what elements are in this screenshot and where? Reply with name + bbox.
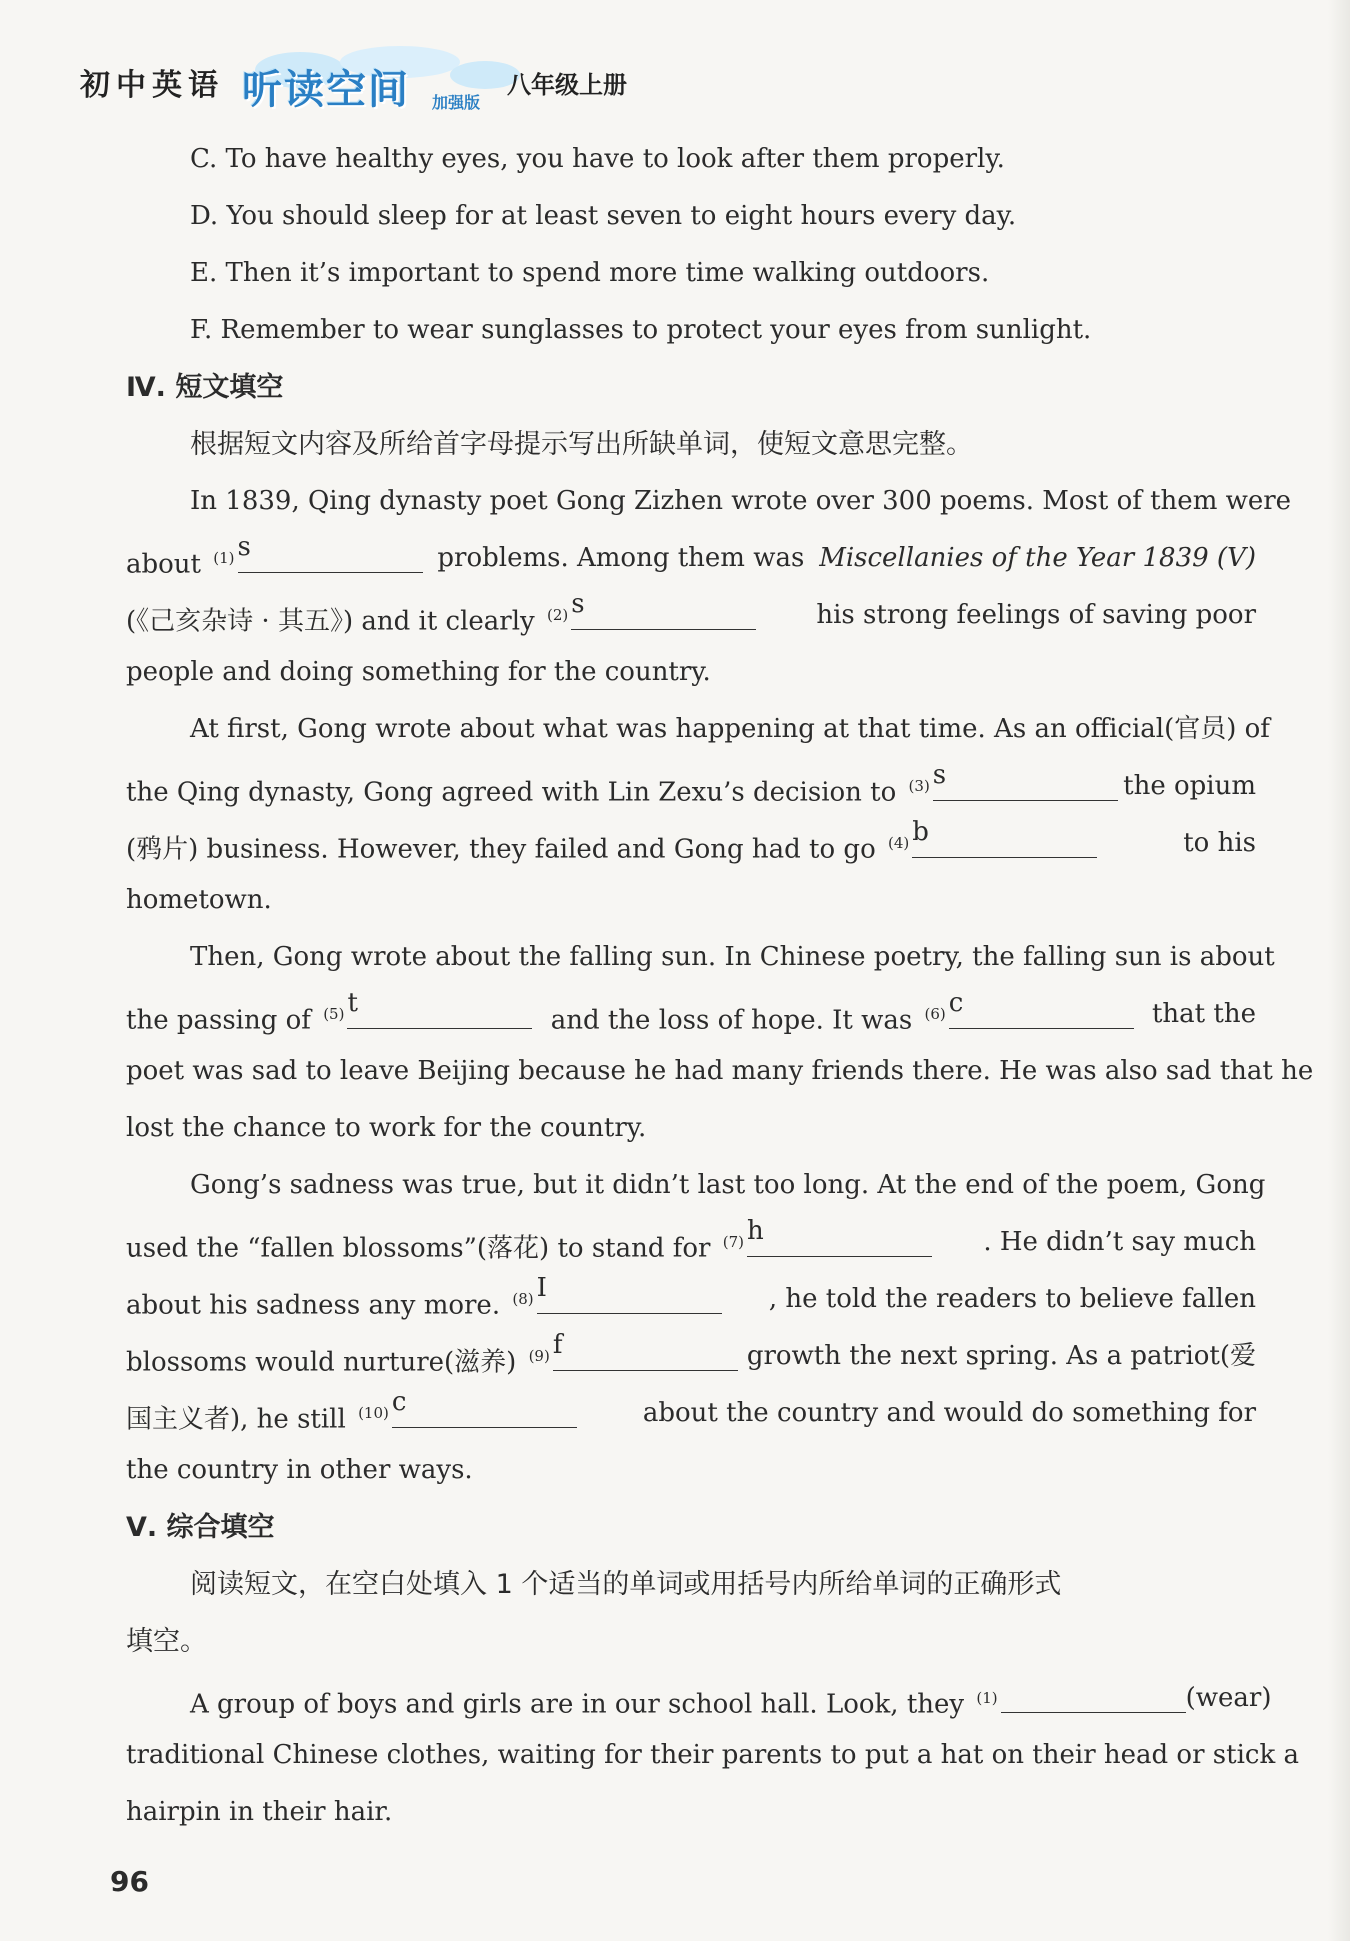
blank-number-2: (2) <box>547 606 569 624</box>
p1-line-3: (《己亥杂诗 · 其五》) and it clearly $^{(2)}$ s his strong feelings of saving poor <box>126 587 1256 644</box>
p4-line-3: about his sadness any more. $^{(8)}$ I , he told the readers to believe fallen <box>126 1271 1256 1328</box>
p3-line-3: poet was sad to leave Beijing because he had many friends there. He was also sad that he <box>126 1056 1314 1086</box>
hint-letter-6: c <box>948 987 964 1018</box>
s5-blank-number-1: (1) <box>976 1689 998 1707</box>
option-f: F. Remember to wear sunglasses to protect your eyes from sunlight. <box>190 315 1092 345</box>
option-e: E. Then it’s important to spend more time walking outdoors. <box>190 258 990 288</box>
blank-3[interactable] <box>932 759 1118 801</box>
blank-4[interactable] <box>912 816 1097 858</box>
p4-line-4: blossoms would nurture(滋养) $^{(9)}$ f growth the next spring. As a patriot(爱 <box>126 1328 1256 1385</box>
blank-number-3: (3) <box>908 777 930 795</box>
p3-line-2: the passing of $^{(5)}$ t and the loss of hope. It was $^{(6)}$ c that the <box>126 986 1256 1043</box>
hint-letter-8: I <box>536 1272 547 1303</box>
blank-10[interactable] <box>391 1386 577 1428</box>
blank-7[interactable] <box>747 1215 932 1257</box>
p4-line-5: 国主义者), he still $^{(10)}$ c about the country and would do something for <box>126 1385 1256 1442</box>
hint-letter-9: f <box>552 1329 563 1360</box>
p1-line-1: In 1839, Qing dynasty poet Gong Zizhen wrote over 300 poems. Most of them were <box>190 486 1292 516</box>
blank-number-4: (4) <box>888 834 910 852</box>
blank-number-9: (9) <box>528 1347 550 1365</box>
brand-logo: 听读空间 <box>242 67 410 113</box>
blank-number-8: (8) <box>512 1290 534 1308</box>
p4-line-2: used the “fallen blossoms”(落花) to stand for $^{(7)}$ h . He didn’t say much <box>126 1214 1256 1271</box>
section-4-heading: Ⅳ. 短文填空 <box>126 372 284 403</box>
page-number: 96 <box>110 1865 149 1898</box>
p2-line-3: (鸦片) business. However, they failed and Gong had to go $^{(4)}$ b to his <box>126 815 1256 872</box>
hint-letter-4: b <box>912 816 929 847</box>
hint-letter-2: s <box>571 588 585 619</box>
blank-2[interactable] <box>571 588 756 630</box>
p3-line-4: lost the chance to work for the country. <box>126 1113 647 1143</box>
blank-9[interactable] <box>552 1329 738 1371</box>
p1-line-4: people and doing something for the country. <box>126 657 711 687</box>
edition-label: 加强版 <box>432 93 481 112</box>
hint-letter-10: c <box>391 1386 407 1417</box>
p2-line-2: the Qing dynasty, Gong agreed with Lin Zexu’s decision to $^{(3)}$ s the opium <box>126 758 1256 815</box>
p4-line-1: Gong’s sadness was true, but it didn’t last too long. At the end of the poem, Gong <box>190 1170 1266 1200</box>
series-title: 初中英语 <box>80 68 224 103</box>
blank-5[interactable] <box>347 987 532 1029</box>
p1-line-2: about $^{(1)}$ s problems. Among them was Miscellanies of the Year 1839 (V) <box>126 530 1256 587</box>
blank-number-5: (5) <box>323 1005 345 1023</box>
option-c: C. To have healthy eyes, you have to look after them properly. <box>190 144 1005 174</box>
s5-p1-line-2: traditional Chinese clothes, waiting for their parents to put a hat on their head or stick a <box>126 1740 1299 1770</box>
page-header <box>52 40 1252 120</box>
hint-letter-7: h <box>747 1215 764 1246</box>
section-5-instruction-2: 填空。 <box>126 1626 207 1657</box>
s5-p1-line-1: A group of boys and girls are in our school hall. Look, they $^{(1)}$ (wear) <box>126 1670 1256 1727</box>
s5-blank-1[interactable] <box>1001 1678 1186 1713</box>
grade-label: 八年级上册 <box>507 71 627 99</box>
page-edge-shadow <box>1328 0 1350 1941</box>
blank-number-7: (7) <box>722 1233 744 1251</box>
section-5-instruction-1: 阅读短文，在空白处填入 1 个适当的单词或用括号内所给单词的正确形式 <box>190 1569 1062 1600</box>
p2-line-4: hometown. <box>126 885 272 915</box>
blank-8[interactable] <box>536 1272 722 1314</box>
blank-number-6: (6) <box>924 1005 946 1023</box>
option-d: D. You should sleep for at least seven to eight hours every day. <box>190 201 1017 231</box>
p3-line-1: Then, Gong wrote about the falling sun. In Chinese poetry, the falling sun is about <box>190 942 1275 972</box>
section-5-heading: Ⅴ. 综合填空 <box>126 1512 275 1543</box>
blank-6[interactable] <box>948 987 1134 1029</box>
hint-letter-3: s <box>932 759 947 790</box>
poem-title: Miscellanies of the Year 1839 (V) <box>819 543 1256 573</box>
p4-line-6: the country in other ways. <box>126 1455 473 1485</box>
hint-letter-5: t <box>347 987 358 1018</box>
blank-number-1: (1) <box>213 549 235 567</box>
p2-line-1: At first, Gong wrote about what was happening at that time. As an official(官员) of <box>190 714 1270 744</box>
blank-number-10: (10) <box>358 1404 389 1422</box>
section-4-instruction: 根据短文内容及所给首字母提示写出所缺单词，使短文意思完整。 <box>190 429 973 460</box>
hint-letter-1: s <box>237 531 251 562</box>
s5-p1-line-3: hairpin in their hair. <box>126 1797 393 1827</box>
blank-1[interactable] <box>237 531 423 573</box>
options-block <box>126 131 1314 1841</box>
